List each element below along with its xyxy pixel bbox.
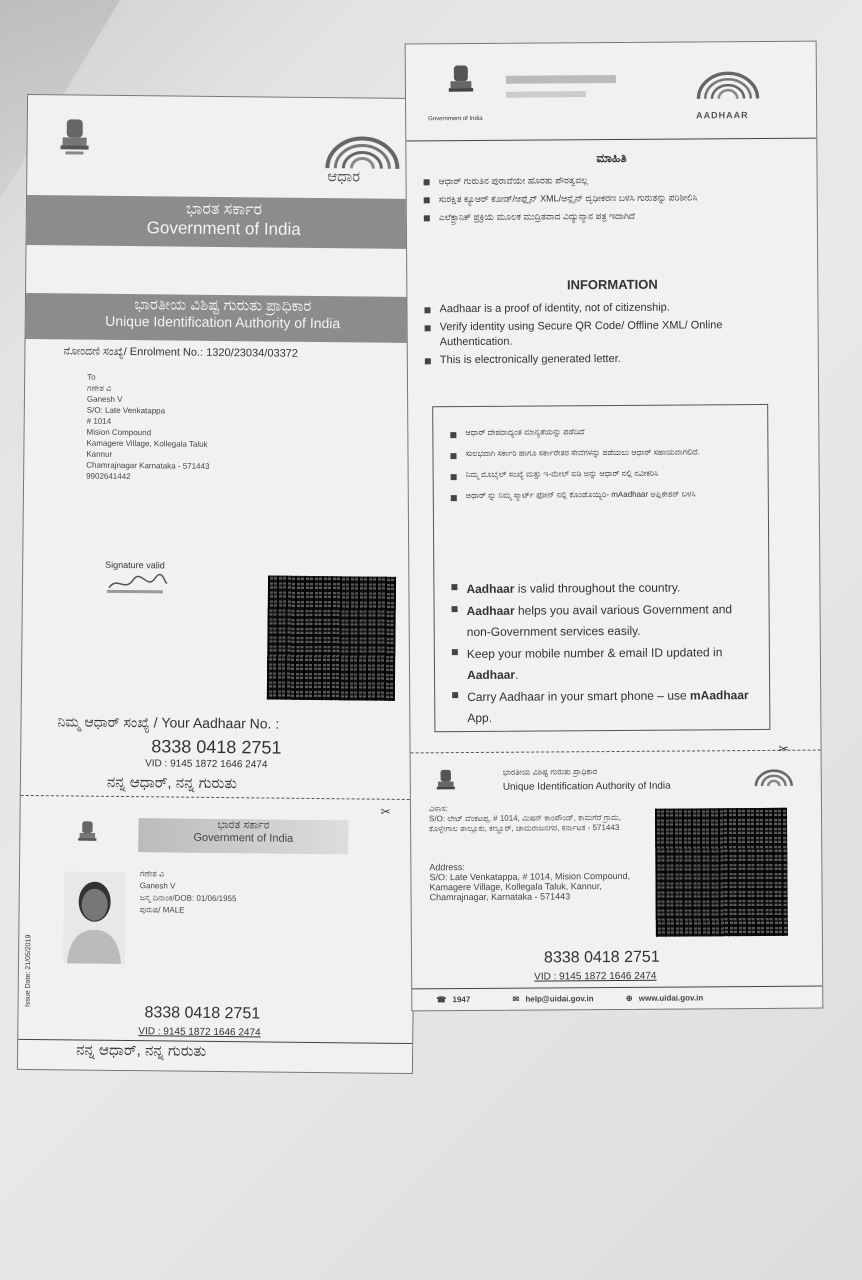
card-details xyxy=(140,868,237,917)
ashoka-emblem-icon xyxy=(57,115,91,161)
mail-icon: ✉ xyxy=(512,994,520,1004)
tagline: ನನ್ನ ಆಧಾರ್, ನನ್ನ ಗುರುತು xyxy=(106,773,238,793)
address-line: Kannur xyxy=(86,449,113,459)
box-item: ಸುಲಭವಾಗಿ ಸರ್ಕಾರಿ ಹಾಗೂ ಸರ್ಕಾರೇತರ ಸೇವೆಗಳನ್ನು ಪಡೆಯಲು ಆಧಾರ್ ಸಹಾಯವಾಗಲಿದೆ. xyxy=(447,446,747,460)
info-item: Verify identity using Secure QR Code/ Offline XML/ Online Authentication. xyxy=(422,318,792,351)
detail-line: ಪುರುಷ/ MALE xyxy=(139,905,185,915)
scissors-icon: ✂ xyxy=(380,804,391,819)
address-line: Ganesh V xyxy=(86,394,123,404)
left-aadhaar-letter xyxy=(17,94,423,1074)
right-aadhaar-letter xyxy=(405,41,824,1012)
gov-banner xyxy=(138,818,348,854)
footer xyxy=(412,986,822,1012)
detail-line: Ganesh V xyxy=(139,881,176,891)
info-item: This is electronically generated letter. xyxy=(422,351,792,369)
aadhaar-logo-icon xyxy=(751,764,797,798)
address-line: ಗಣೇಶ ವಿ xyxy=(86,383,112,393)
gov-kn: ಭಾರತ ಸರ್ಕಾರ xyxy=(185,200,263,219)
signature-label: Signature valid xyxy=(105,559,165,571)
aadhaar-number: 8338 0418 2751 xyxy=(144,1004,261,1023)
footer-phone: 1947 xyxy=(452,995,471,1005)
government-band xyxy=(27,195,422,249)
info-item: ಎಲೆಕ್ಟ್ರಾನಿಕ್ ಪ್ರಕ್ರಿಯೆ ಮೂಲಕ ಮುದ್ರಿತವಾದ ವಿದ್ಯುನ್ಮಾನ ಪತ್ರ ಇದಾಗಿದೆ xyxy=(421,208,751,224)
address-text: S/O: Late Venkatappa, # 1014, Mision Compound, Kamagere Village, Kollegala Taluk, Kannur, Chamrajnagar, Karnataka - 571443 xyxy=(429,870,631,903)
address-line: 9902641442 xyxy=(86,471,131,482)
bottom-uidai-en: Unique Identification Authority of India xyxy=(502,780,671,793)
address-line: Mision Compound xyxy=(86,427,152,438)
aadhaar-number: 8338 0418 2751 xyxy=(543,948,660,967)
cut-line xyxy=(411,750,821,754)
bottom-uidai-kn: ಭಾರತೀಯ ವಿಶಿಷ್ಟ ಗುರುತು ಪ್ರಾಧಿಕಾರ xyxy=(502,767,598,777)
aadhaar-logo-text: ಆಧಾರ xyxy=(327,168,361,186)
aadhaar-logo-text: AADHAAR xyxy=(696,110,749,121)
aadhaar-small-card xyxy=(18,804,414,1043)
address-block xyxy=(429,861,639,902)
vid-number: VID : 9145 1872 1646 2474 xyxy=(145,758,268,771)
ashoka-emblem-icon xyxy=(435,766,457,798)
gov-en: Government of India xyxy=(146,218,301,239)
address-label: Address: xyxy=(429,862,465,873)
address-line: To xyxy=(87,372,96,382)
cut-line xyxy=(21,795,415,800)
address-line: Kamagere Village, Kollegala Taluk xyxy=(86,438,208,449)
enrolment-number: ನೋಂದಣಿ ಸಂಖ್ಯೆ/ Enrolment No.: 1320/23034/03372 xyxy=(63,345,299,360)
info-item: ಆಧಾರ್ ಗುರುತಿನ ಪುರಾವೆಯೇ ಹೊರತು ಪೌರತ್ವವಲ್ಲ xyxy=(421,172,751,188)
box-kannada-list xyxy=(447,425,748,511)
box-item: Keep your mobile number & email ID updated in Aadhaar. xyxy=(449,642,749,686)
box-item: ನಿಮ್ಮ ಮೊಬೈಲ್ ಸಂಖ್ಯೆ ಮತ್ತು ಇ-ಮೇಲ್ ಐಡಿ ಅನ್ನು ಆಧಾರ್ ನಲ್ಲಿ ನವೀಕರಿಸಿ xyxy=(448,467,748,481)
phone-icon: ☎ xyxy=(436,995,447,1005)
gov-kn: ಭಾರತ ಸರ್ಕಾರ xyxy=(217,818,270,832)
footer-email[interactable]: help@uidai.gov.in xyxy=(525,994,594,1004)
tagline: ನನ್ನ ಆಧಾರ್, ನನ್ನ ಗುರುತು xyxy=(76,1041,207,1060)
gov-small: Government of India xyxy=(428,115,483,123)
web-icon: ⊕ xyxy=(625,993,633,1003)
mahiti-title: ಮಾಹಿತಿ xyxy=(596,150,627,166)
box-item: ಆಧಾರ್ ನ್ನು ನಿಮ್ಮ ಸ್ಮಾರ್ಟ್ ಫೋನ್ ನಲ್ಲಿ ಕೊಂಡೊಯ್ಯಿರಿ- mAadhaar ಅಪ್ಲಿಕೇಶನ್ ಬಳಸಿ xyxy=(448,488,748,502)
address-line: # 1014 xyxy=(86,416,112,426)
aadhaar-number: 8338 0418 2751 xyxy=(151,736,282,758)
uidai-en: Unique Identification Authority of India xyxy=(105,312,341,332)
box-item: Aadhaar helps you avail various Government and non-Government services easily. xyxy=(449,599,749,643)
info-item: ಸುರಕ್ಷಿತ ಕ್ಯೂಆರ್ ಕೋಡ್/ಆಫ್ಲೈನ್ XML/ಆನ್ಲೈನ್ ದೃಢೀಕರಣ ಬಳಸಿ ಗುರುತನ್ನು ಪರಿಶೀಲಿಸಿ xyxy=(421,190,751,206)
detail-line: ಗಣೇಶ ವಿ xyxy=(139,869,165,879)
signature-valid-mark xyxy=(107,572,169,597)
gov-en: Government of India xyxy=(193,831,294,845)
info-item: Aadhaar is a proof of identity, not of citizenship. xyxy=(421,300,791,318)
information-title: INFORMATION xyxy=(566,276,658,293)
box-item: ಆಧಾರ್ ದೇಶದಾದ್ಯಂತ ಮಾನ್ಯತೆಯನ್ನು ಪಡೆದಿದೆ xyxy=(447,425,747,439)
address-line: Chamrajnagar Karnataka - 571443 xyxy=(86,460,210,471)
box-item: Aadhaar is valid throughout the country. xyxy=(448,577,748,600)
vilasa-block xyxy=(429,803,649,835)
detail-line: ಜನ್ಮ ದಿನಾಂಕ/DOB: 01/06/1955 xyxy=(139,893,237,904)
vilasa-label: ವಿಳಾಸ: xyxy=(428,804,448,814)
uidai-band xyxy=(26,293,420,343)
vid-number: VID : 9145 1872 1646 2474 xyxy=(534,970,657,983)
aadhaar-logo-icon xyxy=(690,64,766,117)
blurred-header xyxy=(506,91,586,98)
qr-code xyxy=(267,576,396,701)
blurred-header xyxy=(506,75,616,84)
qr-code xyxy=(655,808,788,937)
box-item: Carry Aadhaar in your smart phone – use mAadhaar App. xyxy=(449,685,749,729)
divider xyxy=(406,138,816,142)
recipient-address xyxy=(86,372,210,483)
scissors-icon: ✂ xyxy=(778,741,789,756)
english-info-list xyxy=(421,300,791,372)
kannada-info-list xyxy=(421,172,751,228)
uidai-kn: ಭಾರತೀಯ ವಿಶಿಷ್ಟ ಗುರುತು ಪ್ರಾಧಿಕಾರ xyxy=(134,296,312,315)
issue-date: Issue Date: 21/05/2019 xyxy=(24,934,33,1008)
download-date xyxy=(417,804,430,934)
address-line: S/O: Late Venkatappa xyxy=(86,405,166,416)
ashoka-emblem-icon xyxy=(446,62,476,102)
your-aadhaar-label: ನಿಮ್ಮ ಆಧಾರ್ ಸಂಖ್ಯೆ / Your Aadhaar No. : xyxy=(57,713,280,732)
vid-number: VID : 9145 1872 1646 2474 xyxy=(138,1026,261,1039)
photo xyxy=(63,871,126,964)
box-english-list xyxy=(448,577,749,730)
info-box xyxy=(432,404,770,732)
vilasa-text: S/O: ಲೇಟ್ ವೆಂಕಟಪ್ಪ, # 1014, ಮಿಷನ್ ಕಾಂಪೌಂಡ್, ಕಾಮಗೆರೆ ಗ್ರಾಮ, ಕೊಳ್ಳೇಗಾಲ ತಾಲ್ಲೂಕು, ಕಣ್ಣೂರ್, ಚಾಮರಾಜನಗರ, ಕರ್ನಾಟಕ - 571443 xyxy=(429,812,621,834)
footer-web[interactable]: www.uidai.gov.in xyxy=(638,993,704,1003)
ashoka-emblem-icon xyxy=(76,818,98,850)
